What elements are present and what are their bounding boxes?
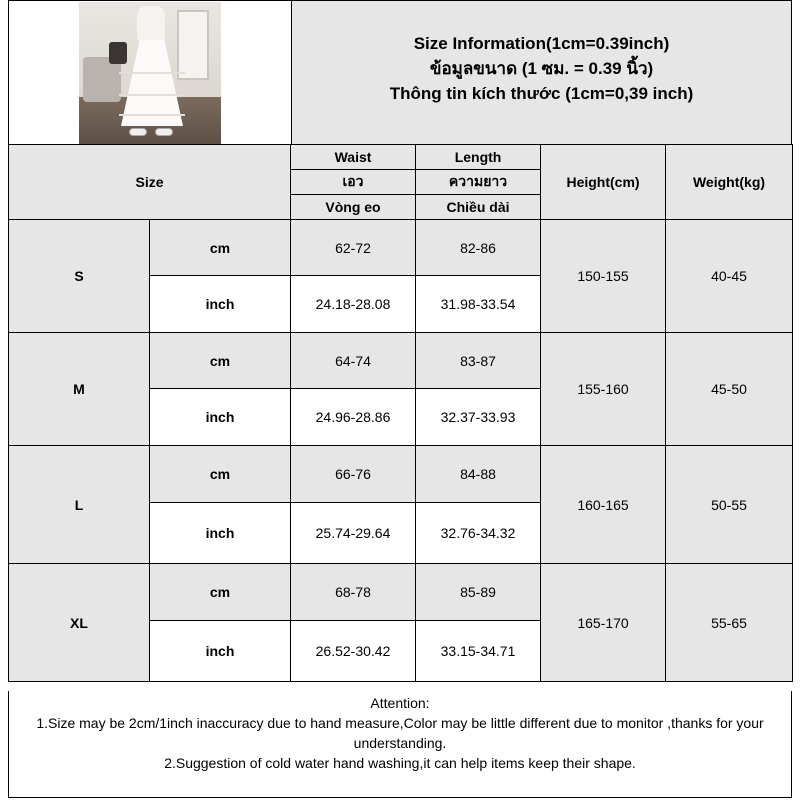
size-label: S (9, 220, 150, 333)
product-photo (79, 2, 221, 144)
height-value: 155-160 (541, 333, 666, 446)
height-value: 165-170 (541, 564, 666, 682)
weight-header: Weight(kg) (666, 145, 793, 220)
length-inch: 31.98-33.54 (416, 276, 541, 333)
unit-label: cm (150, 333, 291, 389)
unit-label: cm (150, 220, 291, 276)
height-value: 160-165 (541, 446, 666, 564)
waist-inch: 25.74-29.64 (291, 503, 416, 564)
size-label: XL (9, 564, 150, 682)
size-info-title (292, 31, 791, 106)
size-label: M (9, 333, 150, 446)
unit-label: cm (150, 564, 291, 621)
length-inch: 32.37-33.93 (416, 389, 541, 446)
unit-label: inch (150, 276, 291, 333)
waist-cm: 68-78 (291, 564, 416, 621)
attention-note-1: 1.Size may be 2cm/1inch inaccuracy due to hand measure,Color may be little different due to monitor ,thanks for your understanding. (36, 715, 764, 751)
waist-cm: 62-72 (291, 220, 416, 276)
size-chart (8, 0, 792, 800)
table-row (9, 564, 793, 621)
weight-value: 50-55 (666, 446, 793, 564)
length-cm: 84-88 (416, 446, 541, 503)
table-row (9, 446, 793, 503)
waist-header-th: เอว (291, 170, 416, 195)
weight-value: 40-45 (666, 220, 793, 333)
attention-note-2: 2.Suggestion of cold water hand washing,it can help items keep their shape. (164, 755, 636, 771)
length-header-en: Length (416, 145, 541, 170)
waist-inch: 24.18-28.08 (291, 276, 416, 333)
length-header-th: ความยาว (416, 170, 541, 195)
waist-header-en: Waist (291, 145, 416, 170)
length-cm: 85-89 (416, 564, 541, 621)
size-header: Size (9, 145, 291, 220)
product-photo-cell (9, 1, 291, 144)
title-thai: ข้อมูลขนาด (1 ซม. = 0.39 นิ้ว) (429, 59, 654, 78)
length-cm: 82-86 (416, 220, 541, 276)
unit-label: inch (150, 503, 291, 564)
waist-cm: 64-74 (291, 333, 416, 389)
length-header-vi: Chiều dài (416, 195, 541, 220)
height-value: 150-155 (541, 220, 666, 333)
waist-inch: 24.96-28.86 (291, 389, 416, 446)
waist-cm: 66-76 (291, 446, 416, 503)
size-label: L (9, 446, 150, 564)
table-row (9, 333, 793, 389)
size-table (8, 144, 793, 682)
size-chart-header (8, 0, 792, 145)
attention-notes (8, 691, 792, 798)
length-inch: 33.15-34.71 (416, 621, 541, 682)
attention-title: Attention: (370, 695, 430, 711)
length-inch: 32.76-34.32 (416, 503, 541, 564)
unit-label: inch (150, 389, 291, 446)
length-cm: 83-87 (416, 333, 541, 389)
waist-inch: 26.52-30.42 (291, 621, 416, 682)
weight-value: 45-50 (666, 333, 793, 446)
unit-label: cm (150, 446, 291, 503)
weight-value: 55-65 (666, 564, 793, 682)
unit-label: inch (150, 621, 291, 682)
waist-header-vi: Vòng eo (291, 195, 416, 220)
height-header: Height(cm) (541, 145, 666, 220)
title-vietnamese: Thông tin kích thước (1cm=0,39 inch) (389, 84, 694, 103)
title-english: Size Information(1cm=0.39inch) (413, 34, 670, 53)
table-row (9, 220, 793, 276)
